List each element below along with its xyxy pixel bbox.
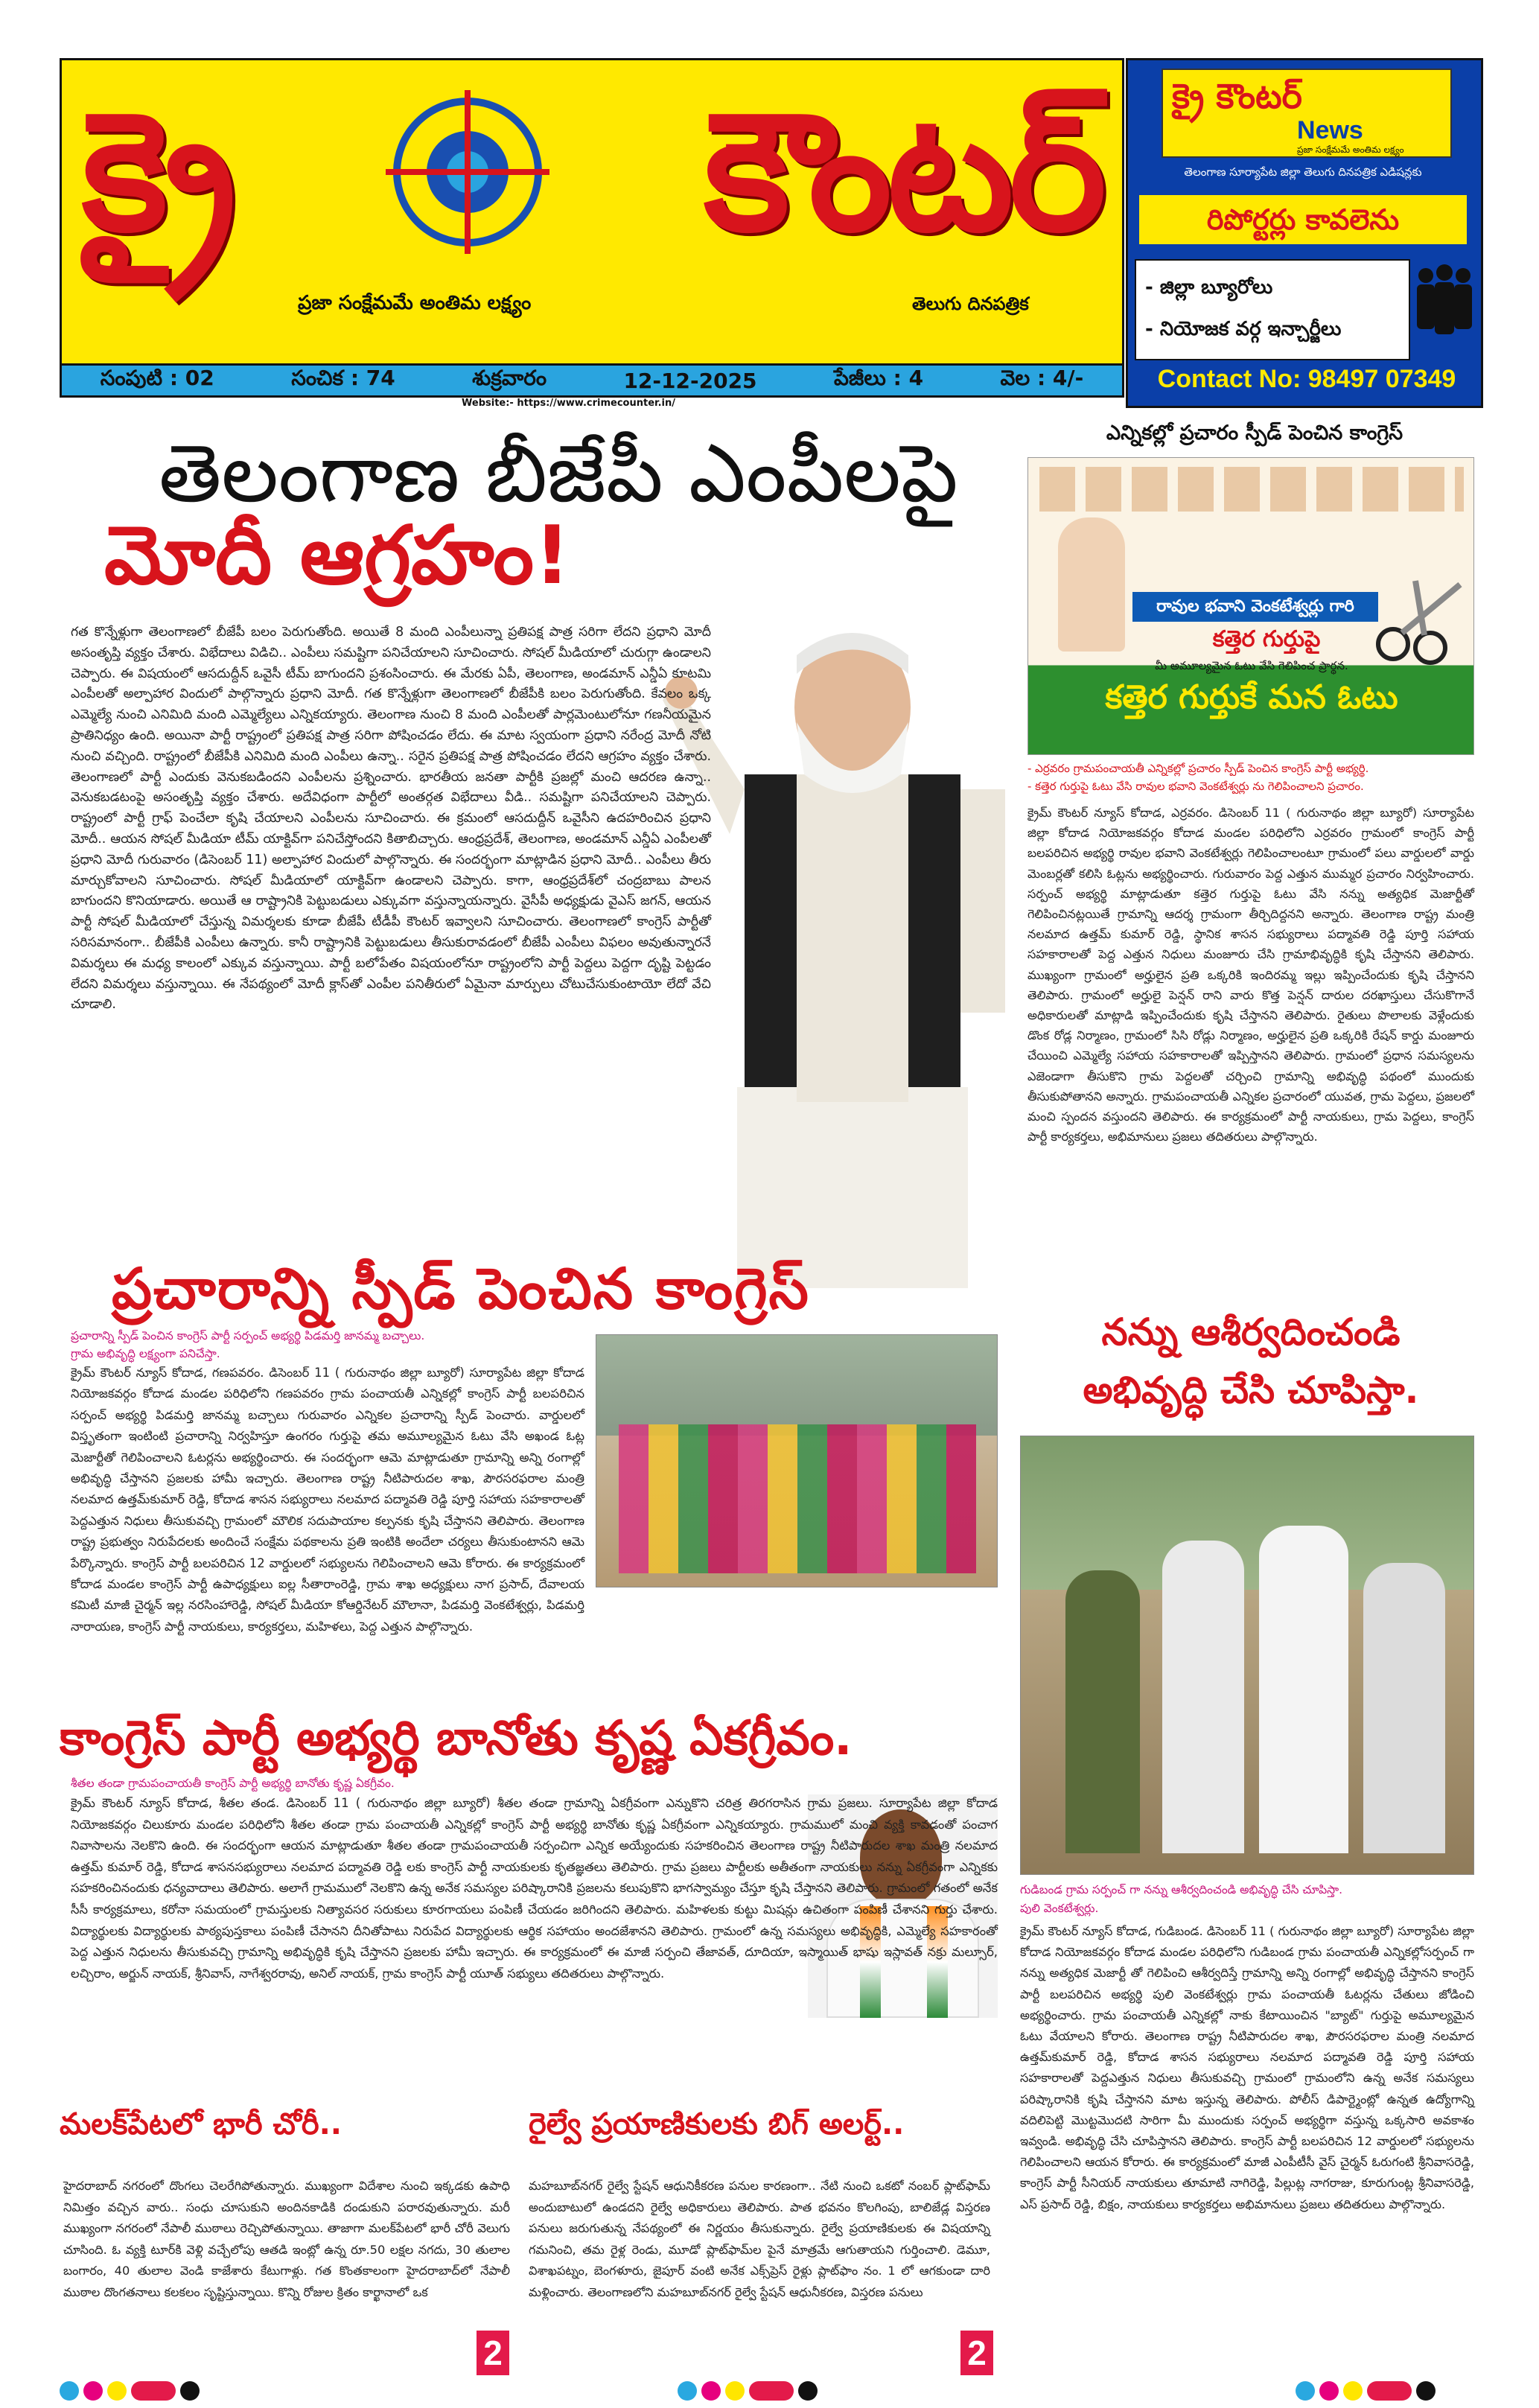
issue-pages: పేజీలు : 4 — [833, 366, 924, 390]
story2-caption: ప్రచారాన్ని స్పీడ్ పెంచిన కాంగ్రెస్ పార్టీ సర్పంచ్ అభ్యర్థి పిడమర్తి జానమ్మ బచ్చాలు. — [71, 1329, 425, 1342]
poster-candidate-name: రావుల భవాని వెంకటేశ్వర్లు గారి — [1132, 592, 1378, 622]
right-story-article-body: క్రైమ్ కౌంటర్ న్యూస్ కోదాడ, గుడిబండ. డిసెంబర్ 11 ( గురునాథం జిల్లా బ్యూరో) సూర్యాపేట జిల్లా కోదాడ నియోజకవర్గం కోదాడ మండల పరిధిలోని గుడిబండ గ్రామ పంచాయతీ ఎన్నికల్లోసర్పంచ్ గా నన్ను అత్యధిక మెజార్టీ తో గెలిపించి ఆశీర్వదిస్తే గ్రామాన్ని అన్ని రంగాల్లో అభివృద్ధి చేస్తానని కాంగ్రెస్ పార్టీ బలపరిచిన అభ్యర్థి పులి వెంకటేశ్వర్లు గ్రామ పంచాయతీ ఓటర్లను చేతులు జోడించి అభ్యర్థించారు. గ్రామ పంచాయతీ ఎన్నికల్లో నాకు కేటాయించిన "బ్యాట్" గుర్తుపై అమూల్యమైన ఓటు వేయాలని కోరారు. తెలంగాణ రాష్ట్ర నీటిపారుదల శాఖ, పౌరసరఫరాల మంత్రి నలమాద ఉత్తమ్‌కుమార్ రెడ్డి, కోదాడ శాసన సభ్యురాలు నలమాద పద్మావతి రెడ్డి పూర్తి సహాయ సహకారాలతో పెద్దఎత్తున నిధులు తీసుకువచ్చి గ్రామంలో గ్రామంలోని ఉన్న అనేక సమస్యలు పరిష్కారానికి కృషి చేస్తానని మాట ఇస్తున్న తెలిపారు. పోలీస్ డిపార్ట్మెంట్లో ఉన్నత ఉద్యోగాన్ని వదిలిపెట్టి మొట్టమొదటి సారిగా మీ ముందుకు సర్పంచ్ అభ్యర్థిగా వస్తున్న ఒక్కసారి అవకాశం ఇవ్వండి. అభివృద్ధి చేసి చూపిస్తానని తెలిపారు. కాంగ్రెస్ పార్టీ బలపరిచిన 12 వార్డులలో సభ్యులను గెలిపించాలని ఆయన కోరారు. ఈ కార్యక్రమంలో మాజీ ఎంపీటీసీ వైస్ చైర్మన్ ఓరుగంటి శ్రీనివాసరెడ్డి, కాంగ్రెస్ పార్టీ సీనియర్ నాయకులు తూమాటి నాగిరెడ్డి, పిల్లుట్ల నాగరాజు, కూరుగుంట్ల శ్రీనివాసరెడ్డి, ఎస్ ప్రసాద్ రెడ్డి, బిక్షం, నాయకులు కార్యకర్తలు అభిమానులు ప్రజలు తదితరులు పాల్గొన్నారు. — [1020, 1924, 1474, 2211]
right-story-caption: గుడిబండ గ్రామ సర్పంచ్ గా నన్ను ఆశీర్వదించండి అభివృద్ధి చేసి చూపిస్తా. — [1020, 1883, 1342, 1896]
ad-positions-list — [1135, 259, 1410, 360]
right-story-captions — [1020, 1881, 1474, 1918]
masthead-daily-label: తెలుగు దినపత్రిక — [912, 293, 1029, 314]
photo-person — [1065, 1570, 1140, 1853]
color-registration-marks — [1296, 2381, 1436, 2401]
people-silhouette-icon — [1411, 261, 1478, 357]
ad-logo-title: క్రై కౌంటర్ — [1172, 76, 1302, 116]
ad-reporters-wanted: రిపోర్టర్లు కావలెను — [1139, 195, 1467, 244]
website-link[interactable]: Website:- https://www.crimecounter.in/ — [462, 398, 675, 409]
bottom2-headline: రైల్వే ప్రయాణికులకు బిగ్ అలర్ట్.. — [529, 2107, 905, 2141]
poster-candidate-photo — [1058, 517, 1125, 652]
color-registration-marks — [60, 2381, 200, 2401]
story2-body-text: క్రైమ్ కౌంటర్ న్యూస్ కోదాడ, గణపవరం. డిసెంబర్ 11 ( గురునాథం జిల్లా బ్యూరో) సూర్యాపేట జిల్లా కోదాడ నియోజకవర్గం కోదాడ మండల పరిధిలోని గణపవరం గ్రామ పంచాయతీ ఎన్నికల్లో కాంగ్రెస్ పార్టీ బలపరిచిన సర్పంచ్ అభ్యర్థి పిడమర్తి జానమ్మ బచ్చాలు గురువారం ఎన్నికల ప్రచారాన్ని స్పీడ్ పెంచారు. వార్డులలో విస్తృతంగా ఇంటింటి ప్రచారాన్ని నిర్వహిస్తూ ఉంగరం గుర్తుపై తమ అమూల్యమైన ఓటు వేసి అఖండ ఓట్ల మెజార్టీతో గెలిపించాలని ఓటర్లను అభ్యర్థించారు. ఈ సందర్భంగా ఆమె మాట్లాడుతూ గ్రామాన్ని అన్ని రంగాల్లో అభివృద్ధి చేస్తానని ప్రజలకు హామీ ఇచ్చారు. తెలంగాణ రాష్ట్ర నీటిపారుదల శాఖ, పౌరసరఫరాల మంత్రి నలమాద ఉత్తమ్‌కుమార్ రెడ్డి, కోదాడ శాసన సభ్యురాలు నలమాద పద్మావతి రెడ్డి పూర్తి సహాయ సహకారాలతో పెద్దఎత్తున నిధులు తీసుకువచ్చి గ్రామంలో మౌలిక సదుపాయాల కల్పనకు కృషి చేస్తానని తెలిపారు. తెలంగాణ రాష్ట్ర ప్రభుత్వం నిరుపేదలకు అందించే సంక్షేమ పథకాలను ప్రతి ఇంటికి అందేలా చర్యలు తీసుకుంటానని ఆమె పేర్కొన్నారు. కాంగ్రెస్ పార్టీ బలపరిచిన 12 వార్డులలో సభ్యులను గెలిపించాలని ఆమె కోరారు. ఈ కార్యక్రమంలో కోదాడ మండల కాంగ్రెస్ పార్టీ ఉపాధ్యక్షులు ఐల్ల సీతారాంరెడ్డి, గ్రామ శాఖ అధ్యక్షులు నాగ ప్రసాద్, దేవాలయ కమిటీ మాజీ చైర్మన్ ఇల్ల నరసింహారెడ్డి, సోషల్ మీడియా కోఆర్డినేటర్ మౌలానా, పిడమర్తి వెంకటేశ్వర్లు, పిడమర్తి నారాయణ, కాంగ్రెస్ పార్టీ నాయకులు, కార్యకర్తలు, మహిళలు, పెద్ద ఎత్తున పాల్గొన్నారు. — [71, 1366, 584, 1634]
issue-number: సంచిక : 74 — [291, 366, 395, 390]
lead-article-body: గత కొన్నేళ్లుగా తెలంగాణలో బీజేపీ బలం పెరుగుతోంది. అయితే 8 మంది ఎంపీలున్నా ప్రతిపక్ష పాత్ర సరిగా లేదని ప్రధాని మోదీ అసంతృప్తి వ్యక్తం చేశారు. విభేదాలు విడిచి.. ఎంపీలు సమష్టిగా పనిచేయాలని సూచించారు. సోషల్ మీడియాలో చురుగ్గా ఉండాలని చెప్పారు. ఈ విషయంలో ఆసదుద్దీన్ ఒవైసీ టీమ్ బాగుందని ప్రశంసించారు. ఈ మేరకు ఏపీ, తెలంగాణ, అండమాన్ ఎన్డీఏ కూటమి ఎంపీలతో అల్పాహార విందులో పాల్గొన్నారు ప్రధాని మోదీ. గత కొన్నేళ్లుగా తెలంగాణలో బీజేపీకి బలం పెరుగుతోంది. కేవలం ఒక్క ఎమ్మెల్యే నుంచి ఎనిమిది మంది ఎమ్మెల్యేలు ఎన్నికయ్యారు. తెలంగాణ నుంచి 8 మంది ఎంపీలతో పార్లమెంటులోనూ గణనీయమైన ప్రాతినిధ్యం ఉంది. అయినా పార్టీ రాష్ట్రంలో ప్రతిపక్ష పాత్ర సరిగా పోషించడం లేదు. ఈ మాట స్వయంగా ప్రధాని నరేంద్ర మోదీ నోటి నుంచి వచ్చింది. రాష్ట్రంలో బీజేపీకి ఎనిమిది మంది ఎంపీలు ఉన్నా.. సరైన ప్రతిపక్ష పాత్ర పోషించడం లేదని ఆగ్రహం వ్యక్తం చేశారు. తెలంగాణలో పార్టీ ఎందుకు వెనుకబడిందని ఎంపీలను ప్రశ్నించారు. భారతీయ జనతా పార్టీకి ప్రజల్లో మంచి ఆదరణ ఉన్నా.. వెనుకబడటంపై అసంతృప్తి వ్యక్తం చేశారు. అదేవిధంగా పార్టీలో అంతర్గత విభేదాలు వీడి.. సమష్టిగా పనిచేయాలని చెప్పారు. రాష్ట్రంలో పార్టీ గ్రాఫ్ పెంచేలా కృషి చేయాలని ఎంపీలను సూచించారు. ఈ క్రమంలో ఆసదుద్దీన్ ఒవైసీని ఉదహరించిన ప్రధాని మోదీ.. ఆయన సోషల్ మీడియా టీమ్ యాక్టివ్‌గా పనిచేస్తోందని కితాబిచ్చారు. ఆంధ్రప్రదేశ్, తెలంగాణ, అండమాన్ ఎన్డీఏ ఎంపీలతో ప్రధాని మోదీ గురువారం (డిసెంబర్ 11) అల్పాహార విందులో పాల్గొన్నారు. ఈ సందర్భంగా మాట్లాడిన ప్రధాని మోదీ.. ఎంపీలు తీరు మార్చుకోవాలని సూచించారు. సోషల్ మీడియాలో యాక్టివ్‌గా ఉండాలని చెప్పారు. కాగా, ఆంధ్రప్రదేశ్‌లో చంద్రబాబు పాలన బాగుందని కొనియాడారు. అయితే ఆ రాష్ట్రానికి పెట్టుబడులు ఎక్కువగా వస్తున్నాయన్నారు. వైసీపీ అధ్యక్షుడు వైఎస్ జగన్, ఆయన పార్టీ సోషల్ మీడియాలో చేస్తున్న విమర్శలకు కూడా బీజేపీ టీడీపీ కౌంటర్ ఇవ్వాలని సూచించారు. తెలంగాణలో కాంగ్రెస్ పార్టీతో సరిసమానంగా.. బీజేపీకి ఎంపీలు ఉన్నారు. కానీ రాష్ట్రానికి పెట్టుబడులు తీసుకురావడంలో బీజేపీ ఎంపీలు విఫలం అవుతున్నారనే విమర్శలు ఈ మధ్య కాలంలో ఎక్కువ వస్తున్నాయి. పార్టీ బలోపేతం విషయంలోనూ రాష్ట్రంలోని పార్టీ పెద్దలు పెద్దగా దృష్టి పెట్టడం లేదని విమర్శలు వస్తున్నాయి. ఈ నేపథ్యంలో మోదీ క్లాస్‌తో ఎంపీల పనితీరులో ఏమైనా మార్పులు చోటుచేసుకుంటాయో లేదో వేచి చూడాలి. — [71, 625, 711, 1013]
lead-headline-2: మోదీ ఆగ్రహం! — [104, 509, 571, 602]
poster-appeal: మీ అమూల్యమైన ఓటు వేసి గెలిపించ ప్రార్థన. — [1155, 659, 1348, 672]
issue-price: వెల : 4/- — [1000, 366, 1084, 390]
page-number-badge: 2 — [960, 2331, 993, 2375]
right-top-captions — [1027, 759, 1474, 795]
bottom2-article-body: మహబూబ్‌నగర్ రైల్వే స్టేషన్ ఆధునికీకరణ పనుల కారణంగా.. నేటి నుంచి ఒకటో నంబర్ ప్లాట్‌ఫామ్ అందుబాటులో ఉండదని రైల్వే అధికారులు తెలిపారు. పాత భవనం కొలగింపు, బాలిజేడ్ల విస్తరణ పనులు జరుగుతున్న నేపథ్యంలో ఈ నిర్ణయం తీసుకున్నారు. రైల్వే ప్రయాణికులకు ఈ విషయాన్ని గమనించి, తమ రైళ్ల రెండు, మూడో ప్లాట్‌ఫామ్‌ల పైనే మాత్రమే ఆగుతాయని గుర్తించాలి. డెమూ, విశాఖపట్నం, బెంగళూరు, జైపూర్ వంటి అనేక ఎక్స్‌ప్రెస్ రైళ్లు ప్లాట్‌ఫాం నం. 1 లో ఆగకుండా దారి మళ్లించారు. తెలంగాణలోని మహబూబ్‌నగర్ రైల్వే స్టేషన్ ఆధునీకరణ, విస్తరణ పనులు — [529, 2179, 990, 2299]
candidate-campaign-photo — [1020, 1436, 1474, 1875]
story3-headline: కాంగ్రెస్ పార్టీ అభ్యర్థి బానోతు కృష్ణ ఏకగ్రీవం. — [60, 1711, 853, 1766]
photo-person — [1363, 1563, 1445, 1853]
issue-day: శుక్రవారం — [472, 366, 547, 390]
story2-headline: ప్రచారాన్ని స్పీడ్ పెంచిన కాంగ్రెస్ — [112, 1255, 810, 1322]
ad-contact-number: Contact No: 98497 07349 — [1157, 365, 1456, 393]
story2-article-body — [71, 1363, 994, 1634]
right-story-caption: పులి వెంకటేశ్వర్లు. — [1020, 1902, 1099, 1915]
right-top-caption: - ఎర్రవరం గ్రామపంచాయతీ ఎన్నికల్లో ప్రచారం స్పీడ్ పెంచిన కాంగ్రెస్ పార్టీ అభ్యర్థి. — [1027, 762, 1369, 775]
photo-person — [1259, 1526, 1348, 1853]
bottom1-headline: మలక్‌పేటలో భారీ చోరీ.. — [60, 2107, 342, 2141]
right-top-headline: ఎన్నికల్లో ప్రచారం స్పీడ్ పెంచిన కాంగ్రెస్ — [1106, 421, 1403, 445]
masthead-title-left: క్రై — [82, 77, 232, 267]
poster-slogan: కత్తెర గుర్తుకే మన ఓటు — [1105, 678, 1398, 716]
story2-caption: గ్రామ అభివృద్ధి లక్ష్యంగా పనిచేస్తా. — [71, 1347, 220, 1360]
ad-logo-news: News — [1297, 116, 1363, 144]
right-story-headline-line: అభివృద్ధి చేసి చూపిస్తా. — [1083, 1369, 1419, 1412]
campaign-poster-photo — [1027, 457, 1474, 755]
story3-article-body: క్రైమ్ కౌంటర్ న్యూస్ కోదాడ, శీతల తండ. డిసెంబర్ 11 ( గురునాథం జిల్లా బ్యూరో) శీతల తండా గ్రామాన్ని ఏకగ్రీవంగా ఎన్నుకొని చరిత్ర తిరగరాసిన గ్రామ ప్రజలు. సూర్యాపేట జిల్లా కోదాడ నియోజకవర్గం చిలుకూరు మండల పరిధిలోని శీతల తండా గ్రామ పంచాయతీ ఎన్నికల్లో కాంగ్రెస్ పార్టీ అభ్యర్థి బానోతు కృష్ణ ఏకగ్రీవంగా ఎన్నికయ్యారు. గ్రామములో మంచి వ్యక్తి కావడంతో పంచాగ నివాసాలను నెలకొని ఉంది. ఈ సందర్భంగా ఆయన మాట్లాడుతూ శీతల తండా గ్రామపంచాయతీ సర్పంచిగా ఎన్నిక అయ్యేందుకు సహకరించిన తెలంగాణ రాష్ట్ర నీటిపారుదల శాఖ మంత్రి నలమాద ఉత్తమ్ కుమార్ రెడ్డి, కోదాడ శాసనసభ్యురాలు నలమాద పద్మావతి రెడ్డి లకు కాంగ్రెస్ పార్టీ నాయకులకు కృతజ్ఞతలు తెలిపారు. గ్రామ ప్రజలు పార్టీలకు అతీతంగా నాయకులు నన్ను ఏకగ్రీవంగా ఎన్నికకు సహకరించినందుకు ధన్యవాదాలు తెలిపారు. అలాగే గ్రామములో నెలకొని ఉన్న అనేక సమస్యల పరిష్కారానికి ప్రజలను కలుపుకొని భాగస్వామ్యం చేస్తూ కృషి చేస్తానని తెలిపారు. గ్రామంలో గతంలో అనేక సీసీ కార్యక్రమాలు, కరోనా సమయంలో గ్రామస్తులకు నిత్యావసర సరుకులు కూరగాయలు పంపిణీ చేయడం జరిగిందని తెలిపారు. మహిళలకు కుట్టు మిషన్లు ఉచితంగా పంపిణీ చేశానని గుర్తు చేశారు. విద్యార్థులకు విద్యార్థులకు పాఠ్యపుస్తకాలు పంపిణీ చేసానని దీనితోపాటు నిరుపేద విద్యార్థులకు ఆర్థిక సహాయం అందజేశానని తెలిపారు. గ్రామంలో ఉన్న సమస్యలు అభివృద్ధికి, ఎమ్మెల్యే సహకారంతో పెద్ద ఎత్తున నిధులను తీసుకువచ్చి గ్రామాన్ని అభివృద్ధికి కృషి చేస్తానని ప్రజలకు హామీ ఇచ్చారు. ఈ కార్యక్రమంలో ఈ మాజీ సర్పంచి తేజావత్, దూదియా, ఇస్మాయిత్ భాషు ఇస్లావత్ నక్రు మల్సూర్, లచ్చిరాం, అర్జున్ నాయక్, శ్రీనివాస్, నాగేశ్వరరావు, అనిల్ నాయక్, గ్రామ కాంగ్రెస్ పార్టీ యూత్ సభ్యులు తదితరులు పాల్గొన్నారు. — [71, 1796, 998, 1981]
issue-bar — [60, 363, 1124, 398]
lead-headline-1: తెలంగాణ బీజేపీ ఎంపీలపై — [159, 427, 958, 520]
issue-volume: సంపుటి : 02 — [100, 366, 214, 390]
right-story-headline — [1027, 1303, 1474, 1419]
page-number-badge: 2 — [477, 2331, 509, 2375]
right-top-caption: - కత్తెర గుర్తుపై ఓటు వేసి రావుల భవాని వెంకటేశ్వర్లు ను గెలిపించాలని ప్రచారం. — [1027, 780, 1364, 793]
masthead-title — [82, 71, 1102, 273]
crosshair-logo-icon — [386, 90, 549, 254]
ad-position-item: - జిల్లా బ్యూరోలు — [1145, 276, 1273, 299]
poster-symbol: కత్తెర గుర్తుపై — [1212, 626, 1321, 652]
right-story-headline-line: నన్ను ఆశీర్వదించండి — [1101, 1310, 1401, 1354]
photo-person — [1162, 1541, 1244, 1853]
issue-date: 12-12-2025 — [623, 368, 757, 393]
masthead-title-right: కౌంటర్ — [704, 77, 1102, 267]
ad-subtitle: తెలంగాణ సూర్యాపేట జిల్లా తెలుగు దినపత్రిక ఎడిషన్లకు — [1184, 165, 1422, 179]
ad-position-item: - నియోజక వర్గ ఇన్చార్జీలు — [1145, 318, 1342, 340]
ad-logo — [1162, 69, 1452, 158]
story2-captions — [71, 1327, 577, 1363]
bottom1-article-body: హైదరాబాద్ నగరంలో దొంగలు చెలరేగిపోతున్నారు. ముఖ్యంగా విదేశాల నుంచి ఇక్కడకు ఉపాధి నిమిత్తం వచ్చిన వారు.. సంధు చూసుకుని అందినకాడికి దండుకుని పరారవుతున్నారు. మరీ ముఖ్యంగా నగరంలో నేపాలీ ముఠాలు రెచ్చిపోతున్నాయి. తాజాగా మలక్‌పేటలో భారీ చోరీ వెలుగు చూసింది. ఓ వ్యక్తి టూర్‌కి వెళ్లి వచ్చేలోపు ఆతడి ఇంట్లో ఉన్న రూ.50 లక్షల నగదు, 30 తులాల బంగారం, 40 తులాల వెండి కాజేశారు కేటుగాళ్లు. గత కొంతకాలంగా హైదరాబాద్‌లో నేపాలీ ముఠాల దొంగతనాలు కలకలం సృష్టిస్తున్నాయి. కొన్ని రోజుల క్రితం కార్ఖానాలో ఒక — [63, 2179, 510, 2299]
right-top-article-body: క్రైమ్ కౌంటర్ న్యూస్ కోదాడ, ఎర్రవరం. డిసెంబర్ 11 ( గురునాథం జిల్లా బ్యూరో) సూర్యాపేట జిల్లా కోదాడ నియోజకవర్గం కోదాడ మండల పరిధిలోని ఎర్రవరం గ్రామంలో కాంగ్రెస్ పార్టీ బలపరిచిన అభ్యర్థి రావుల భవాని వెంకటేశ్వర్లు గెలిపించాలంటూ గ్రామంలో పలు వార్డులలో వార్డు మెంబర్లతో కలిసి ఓట్లను అభ్యర్థించారు. గురువారం పెద్ద ఎత్తున ముమ్మర ప్రచారం నిర్వహించారు. సర్పంచ్ అభ్యర్థి మాట్లాడుతూ కత్తెర గుర్తుపై ఓటు వేసి నన్ను అత్యధిక మెజార్టీతో గెలిపించినట్లయితే గ్రామాన్ని ఆదర్శ గ్రామంగా తీర్చిదిద్దనని అన్నారు. తెలంగాణ రాష్ట్ర మంత్రి నలమాద ఉత్తమ్ కుమార్ రెడ్డి, స్థానిక శాసన సభ్యురాలు పద్మావతి రెడ్డి పూర్తి సహాయ సహకారాలతో పెద్ద ఎత్తున నిధులు మంజూరు చేసి గ్రామాభివృద్ధికి కృషి చేస్తానని తెలిపారు. ముఖ్యంగా గ్రామంలో అర్హులైన ప్రతి ఒక్కరికి ఇందిరమ్మ ఇల్లు ఇప్పించేందుకు కృషి చేస్తానని తెలిపారు. గ్రామంలో అర్హులై పెన్షన్ రాని వారు కొత్త పెన్షన్ దారుల దరఖాస్తులు చేసుకొగానే అధికారులతో మాట్లాడి ఇప్పించేందుకు కృషి చేస్తానని తెలిపారు. రైతులు పొలాలకు వెళ్లేందుకు డొంక రోడ్ల నిర్మాణం, గ్రామంలో సిసి రోడ్లు నిర్మాణం, అర్హులైన ప్రతి ఒక్కరికి రేషన్ కార్డు మంజూరు చేయించి ఎమ్మెల్యే సహాయ సహకారాలతో ఇప్పిస్తానని తెలిపారు. గ్రామంలో ప్రధాన సమస్యలను ఎజెండాగా తీసుకొని గ్రామ పెద్దలతో చర్చించి గ్రామాన్ని అభివృద్ధి పథంలో ముందుకు తీసుకుపోతానని అన్నారు. గ్రామపంచాయతీ ఎన్నికల ప్రచారంలో యువత, గ్రామ పెద్దలు, ప్రజలలో మంచి స్పందన వస్తుందని తెలిపారు. ఈ కార్యక్రమంలో పార్టీ నాయకులు, గ్రామ పెద్దలు, కాంగ్రెస్ పార్టీ కార్యకర్తలు, అభిమానులు ప్రజలు తదితరులు పాల్గొన్నారు. — [1027, 806, 1474, 1144]
ad-logo-tagline: ప్రజా సంక్షేమమే అంతిమ లక్ష్యం — [1297, 144, 1404, 155]
scissors-icon — [1371, 577, 1468, 666]
poster-leaders-strip — [1039, 467, 1464, 512]
story3-caption: శీతల తండా గ్రామపంచాయతీ కాంగ్రెస్ పార్టీ అభ్యర్థి బానోతు కృష్ణ ఏకగ్రీవం. — [71, 1777, 395, 1790]
color-registration-marks — [678, 2381, 818, 2401]
masthead-tagline: ప్రజా సంక్షేమమే అంతిమ లక్ష్యం — [298, 292, 532, 314]
